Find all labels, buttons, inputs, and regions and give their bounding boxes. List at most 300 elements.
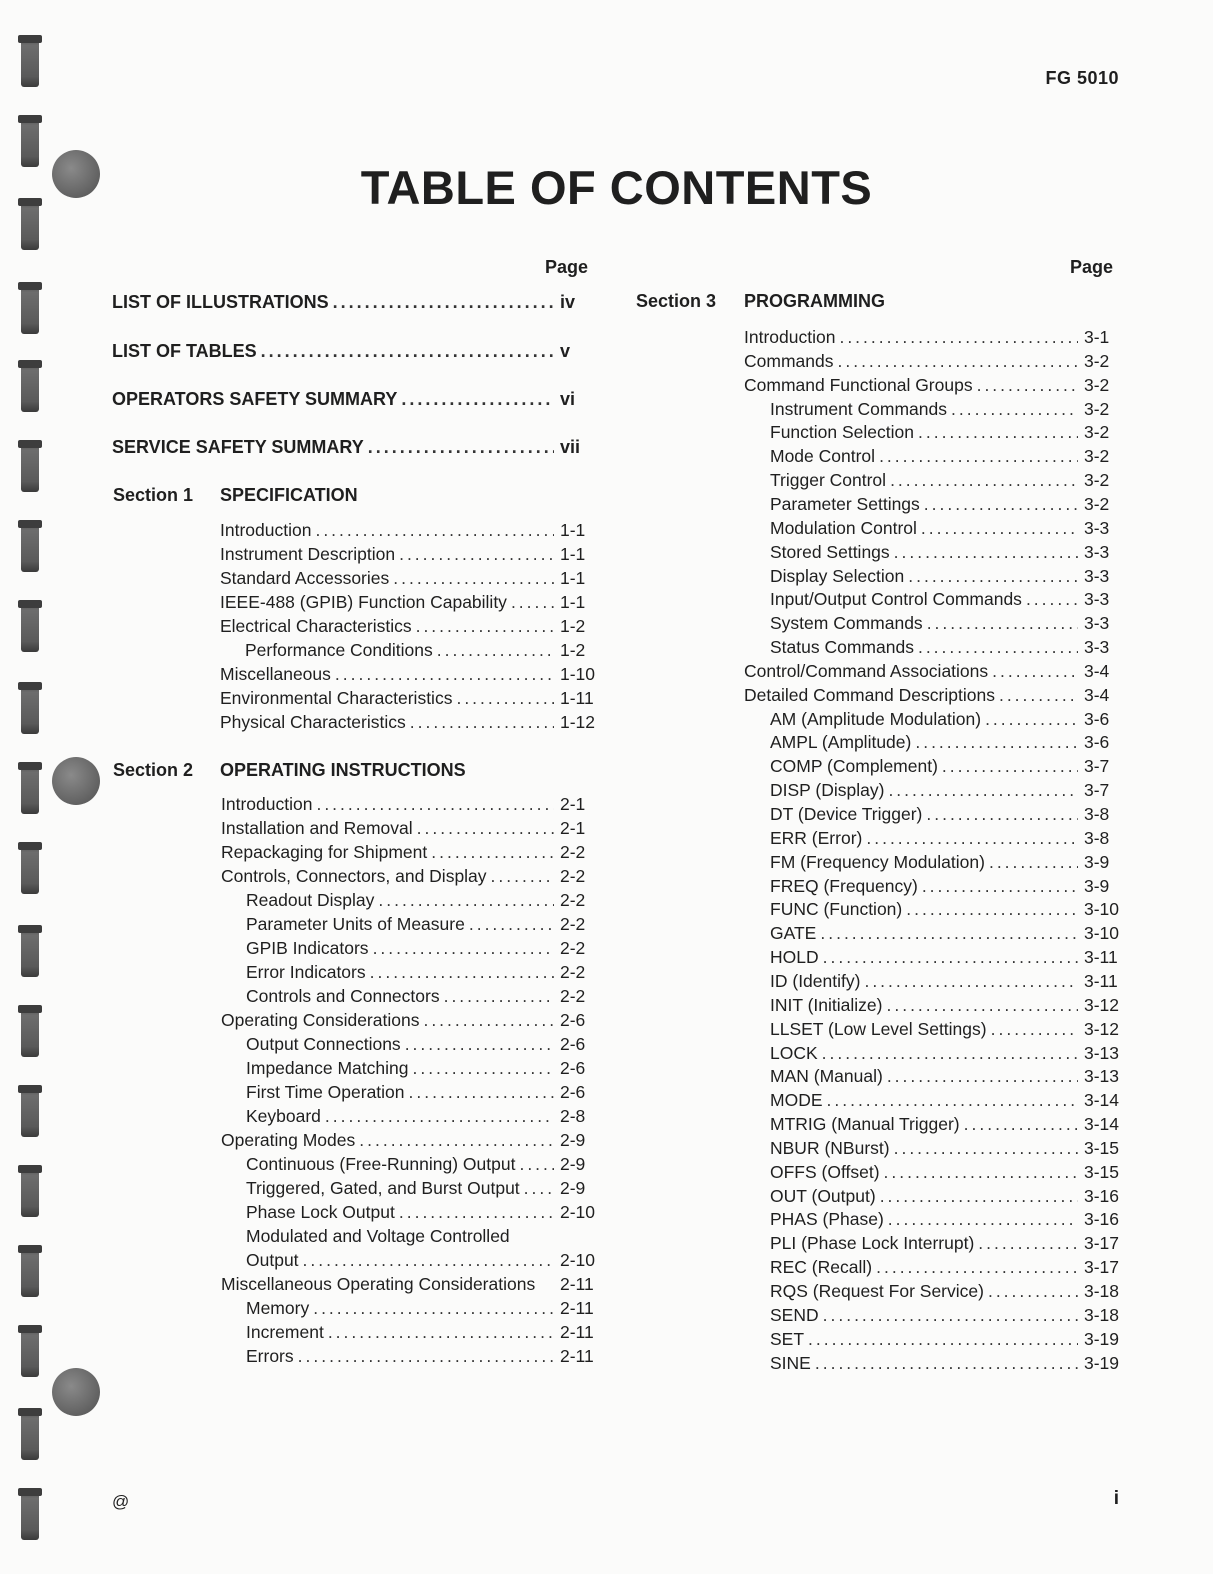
toc-entry-page: 2-10	[560, 1250, 596, 1270]
dot-leader	[456, 688, 554, 709]
toc-entry-title: Environmental Characteristics	[220, 688, 453, 708]
dot-leader	[884, 1162, 1078, 1183]
toc-entry-title: Stored Settings	[770, 541, 890, 562]
toc-entry-page: 2-2	[560, 842, 586, 862]
toc-entry-title: Function Selection	[770, 422, 914, 443]
toc-entry-page: 3-19	[1084, 1352, 1120, 1373]
toc-entry-title: Installation and Removal	[221, 818, 413, 838]
toc-entry[interactable]	[770, 542, 1122, 563]
page-title: TABLE OF CONTENTS	[360, 161, 873, 214]
toc-entry[interactable]	[246, 914, 598, 935]
dot-leader	[815, 1353, 1078, 1374]
toc-entry-page: 1-12	[560, 712, 596, 732]
binder-mark	[21, 842, 39, 894]
toc-entry-title: Instrument Description	[220, 544, 396, 564]
toc-entry-title: Controls, Connectors, and Display	[221, 866, 487, 886]
dot-leader	[399, 1202, 554, 1223]
toc-entry-title: MAN (Manual)	[770, 1066, 883, 1087]
dot-leader	[524, 1178, 554, 1199]
toc-entry-title: Introduction	[220, 520, 312, 540]
toc-entry-page: 3-15	[1084, 1137, 1120, 1158]
dot-leader	[820, 923, 1078, 944]
toc-entry-page: 1-2	[560, 640, 586, 660]
dot-leader	[519, 1154, 554, 1175]
toc-entry-title: Operating Considerations	[221, 1010, 420, 1030]
toc-entry[interactable]	[770, 709, 1122, 730]
toc-entry[interactable]	[246, 1346, 598, 1367]
toc-entry[interactable]	[770, 947, 1122, 968]
toc-entry-page: 3-9	[1084, 851, 1110, 872]
toc-entry-page: 3-19	[1084, 1328, 1120, 1349]
dot-leader	[368, 437, 554, 458]
binder-mark	[21, 925, 39, 977]
toc-entry-title: LLSET (Low Level Settings)	[770, 1018, 987, 1039]
toc-entry-title: Standard Accessories	[220, 568, 390, 588]
dot-leader	[399, 544, 554, 565]
dot-leader	[999, 685, 1078, 706]
toc-entry-title: GATE	[770, 923, 817, 944]
dot-leader	[985, 709, 1078, 730]
toc-entry[interactable]	[770, 1209, 1122, 1230]
toc-entry-title: Modulation Control	[770, 517, 917, 538]
toc-entry-title: Introduction	[744, 327, 836, 347]
toc-entry[interactable]	[744, 351, 1122, 372]
toc-entry[interactable]	[112, 341, 598, 362]
toc-entry[interactable]	[770, 1019, 1122, 1040]
toc-entry-page: 2-1	[560, 818, 586, 838]
dot-leader	[808, 1329, 1078, 1350]
dot-leader	[373, 938, 554, 959]
toc-entry-page: 1-10	[560, 664, 596, 684]
toc-entry[interactable]	[770, 613, 1122, 634]
dot-leader	[823, 947, 1078, 968]
toc-entry-title: SET	[770, 1328, 805, 1349]
dot-leader	[918, 422, 1078, 443]
toc-entry-page: 2-11	[560, 1298, 594, 1318]
toc-entry-title: LIST OF TABLES	[112, 341, 257, 361]
toc-entry-page: 3-11	[1084, 947, 1118, 968]
toc-entry[interactable]	[770, 1043, 1122, 1064]
toc-entry-page: 2-2	[560, 890, 586, 910]
toc-entry[interactable]	[770, 1162, 1122, 1183]
toc-entry-title: Operating Modes	[221, 1130, 356, 1150]
toc-entry[interactable]	[770, 1114, 1122, 1135]
toc-entry-title: ERR (Error)	[770, 827, 863, 848]
dot-leader	[823, 1305, 1078, 1326]
toc-entry-title: Output Connections	[246, 1034, 401, 1054]
toc-entry-title: Status Commands	[770, 637, 914, 658]
toc-entry-page: 3-8	[1084, 804, 1110, 824]
toc-entry[interactable]	[770, 1281, 1122, 1302]
toc-entry[interactable]	[221, 866, 598, 887]
dot-leader	[876, 1257, 1078, 1278]
toc-entry-page: 2-11	[560, 1274, 594, 1294]
toc-entry-page: 3-2	[1084, 422, 1110, 443]
toc-entry[interactable]	[770, 899, 1122, 920]
page-number: i	[1113, 1488, 1119, 1509]
toc-entry-page: 2-6	[560, 1082, 586, 1102]
toc-entry-page: vi	[560, 389, 576, 409]
toc-entry[interactable]	[246, 1298, 598, 1319]
toc-entry-page: 2-10	[560, 1202, 596, 1222]
toc-entry[interactable]	[246, 938, 598, 959]
toc-entry-title: SEND	[770, 1304, 819, 1325]
dot-leader	[333, 292, 554, 313]
document-code: FG 5010	[1045, 68, 1119, 88]
dot-leader	[416, 616, 554, 637]
toc-entry-title: OUT (Output)	[770, 1185, 876, 1206]
toc-entry-title: Increment	[246, 1322, 324, 1342]
toc-entry-page: 3-2	[1084, 470, 1110, 491]
toc-entry-page: 3-14	[1084, 1090, 1120, 1111]
toc-entry-page: 2-1	[560, 794, 586, 814]
toc-entry[interactable]	[246, 890, 598, 911]
dot-leader	[444, 986, 554, 1007]
toc-entry-page: 3-13	[1084, 1066, 1120, 1087]
toc-entry[interactable]	[221, 1010, 598, 1031]
dot-leader	[303, 1250, 554, 1271]
toc-entry-title: Controls and Connectors	[246, 986, 440, 1006]
dot-leader	[977, 375, 1078, 396]
punch-hole	[52, 1368, 100, 1416]
toc-entry-page: 2-2	[560, 866, 586, 886]
toc-entry-page: 3-3	[1084, 565, 1110, 586]
dot-leader	[918, 637, 1078, 658]
dot-leader	[864, 971, 1078, 992]
toc-entry-page: 1-1	[560, 544, 586, 564]
dot-leader	[991, 1019, 1078, 1040]
section-title: OPERATING INSTRUCTIONS	[220, 760, 466, 780]
dot-leader	[370, 962, 554, 983]
page-column-label-right: Page	[1070, 257, 1114, 277]
toc-entry[interactable]	[770, 446, 1122, 467]
dot-leader	[298, 1346, 554, 1367]
dot-leader	[921, 518, 1078, 539]
toc-entry-title: OFFS (Offset)	[770, 1161, 880, 1182]
dot-leader	[880, 1186, 1078, 1207]
dot-leader	[978, 1233, 1078, 1254]
toc-entry-page: 3-14	[1084, 1114, 1120, 1135]
toc-entry-title: First Time Operation	[246, 1082, 405, 1102]
toc-entry[interactable]	[246, 962, 598, 983]
toc-entry[interactable]	[770, 637, 1122, 658]
toc-entry[interactable]	[770, 1329, 1122, 1350]
toc-entry[interactable]	[770, 399, 1122, 420]
toc-entry-title: System Commands	[770, 613, 923, 634]
dot-leader	[401, 389, 554, 410]
toc-entry-page: 2-2	[560, 986, 586, 1006]
toc-entry[interactable]	[220, 712, 598, 733]
toc-entry[interactable]	[112, 437, 598, 458]
toc-entry-title: IEEE-488 (GPIB) Function Capability	[220, 592, 507, 612]
toc-entry[interactable]	[221, 818, 598, 839]
toc-entry[interactable]	[770, 1353, 1122, 1374]
dot-leader	[888, 780, 1078, 801]
toc-entry-title: FUNC (Function)	[770, 899, 903, 920]
binder-mark	[21, 682, 39, 734]
binder-mark	[21, 600, 39, 652]
toc-entry-title: Impedance Matching	[246, 1058, 409, 1078]
toc-entry[interactable]	[770, 780, 1122, 801]
dot-leader	[879, 446, 1078, 467]
toc-entry-title: Control/Command Associations	[744, 660, 989, 681]
toc-entry[interactable]	[770, 1305, 1122, 1326]
section-title: SPECIFICATION	[220, 485, 358, 505]
toc-entry[interactable]	[220, 664, 598, 685]
toc-entry-page: 3-15	[1084, 1161, 1120, 1182]
toc-entry[interactable]	[221, 794, 598, 815]
toc-entry[interactable]	[770, 1233, 1122, 1254]
toc-entry[interactable]	[770, 828, 1122, 849]
toc-entry[interactable]	[770, 589, 1122, 610]
toc-entry-title: Trigger Control	[770, 470, 887, 491]
toc-entry[interactable]	[246, 1034, 598, 1055]
toc-entry[interactable]	[220, 592, 598, 613]
toc-entry-title: MODE	[770, 1090, 823, 1111]
dot-leader	[888, 1209, 1078, 1230]
binder-mark	[21, 1245, 39, 1297]
toc-entry[interactable]	[221, 1274, 598, 1295]
toc-entry[interactable]	[246, 1178, 598, 1199]
toc-entry[interactable]	[220, 544, 598, 565]
toc-entry[interactable]	[770, 470, 1122, 491]
toc-entry[interactable]	[770, 995, 1122, 1016]
toc-entry[interactable]	[770, 518, 1122, 539]
toc-entry-page: 3-12	[1084, 994, 1120, 1015]
toc-entry-page: 3-17	[1084, 1233, 1120, 1254]
toc-entry-title: Continuous (Free-Running) Output	[246, 1154, 516, 1174]
dot-leader	[359, 1130, 554, 1151]
toc-entry-title: RQS (Request For Service)	[770, 1281, 984, 1301]
dot-leader	[922, 876, 1078, 897]
toc-entry[interactable]	[246, 1322, 598, 1343]
dot-leader	[405, 1034, 554, 1055]
toc-entry-page: 2-9	[560, 1130, 586, 1150]
toc-entry-page: 1-1	[560, 592, 586, 612]
dot-leader	[886, 995, 1078, 1016]
toc-entry-title: Command Functional Groups	[744, 374, 973, 395]
toc-entry-page: 3-3	[1084, 637, 1110, 658]
toc-entry[interactable]	[770, 804, 1122, 825]
toc-entry-page: 3-10	[1084, 899, 1120, 920]
toc-entry-title: MTRIG (Manual Trigger)	[770, 1114, 960, 1135]
dot-leader	[924, 494, 1078, 515]
toc-entry-title: DISP (Display)	[770, 780, 885, 801]
section-label: Section 2	[113, 760, 194, 780]
dot-leader	[926, 804, 1078, 825]
toc-entry-title: Memory	[246, 1298, 310, 1318]
toc-entry-title: HOLD	[770, 947, 819, 968]
toc-entry-title: Display Selection	[770, 565, 905, 586]
binder-mark	[21, 1085, 39, 1137]
toc-entry-title: Introduction	[221, 794, 313, 814]
toc-entry-page: 3-2	[1084, 350, 1110, 371]
toc-entry-title: Miscellaneous Operating Considerations	[221, 1274, 536, 1294]
dot-leader	[908, 566, 1078, 587]
toc-entry-page: 3-4	[1084, 660, 1110, 681]
binder-mark	[21, 1005, 39, 1057]
toc-entry-title: AMPL (Amplitude)	[770, 732, 912, 753]
toc-entry[interactable]	[770, 756, 1122, 777]
toc-entry-title: Physical Characteristics	[220, 712, 406, 732]
dot-leader	[469, 914, 554, 935]
toc-entry[interactable]	[220, 688, 598, 709]
toc-entry-page: 3-3	[1084, 517, 1110, 538]
toc-entry-page: 2-2	[560, 962, 586, 982]
toc-entry-title: LOCK	[770, 1042, 818, 1063]
toc-entry[interactable]	[744, 327, 1122, 348]
toc-entry-title: Electrical Characteristics	[220, 616, 412, 636]
toc-entry-page: 2-11	[560, 1322, 594, 1342]
toc-entry[interactable]	[246, 1250, 598, 1271]
toc-entry-title: Commands	[744, 350, 834, 371]
toc-entry[interactable]	[744, 685, 1122, 706]
toc-entry-title: PHAS (Phase)	[770, 1209, 884, 1230]
toc-entry-page: 3-6	[1084, 732, 1110, 753]
toc-entry[interactable]	[221, 842, 598, 863]
toc-entry-title: DT (Device Trigger)	[770, 804, 923, 824]
toc-entry-title: AM (Amplitude Modulation)	[770, 708, 982, 729]
toc-entry-page: 3-8	[1084, 827, 1110, 848]
toc-entry-title: Performance Conditions	[245, 640, 433, 660]
toc-entry-page: iv	[560, 292, 576, 312]
toc-entry-page: 3-10	[1084, 923, 1120, 944]
toc-entry-page: 3-7	[1084, 756, 1110, 777]
toc-entry[interactable]	[770, 494, 1122, 515]
section-label: Section 1	[113, 485, 194, 505]
toc-entry[interactable]	[770, 1090, 1122, 1111]
toc-entry[interactable]	[770, 1138, 1122, 1159]
binder-mark	[21, 360, 39, 412]
toc-entry[interactable]	[770, 971, 1122, 992]
toc-entry-page: 2-6	[560, 1058, 586, 1078]
dot-leader	[822, 1043, 1078, 1064]
toc-entry[interactable]	[744, 661, 1122, 682]
toc-entry-title: NBUR (NBurst)	[770, 1137, 890, 1158]
toc-entry[interactable]	[770, 422, 1122, 443]
toc-entry-page: 3-13	[1084, 1042, 1120, 1063]
dot-leader	[951, 399, 1078, 420]
toc-entry[interactable]	[220, 568, 598, 589]
toc-entry-page: 2-6	[560, 1034, 586, 1054]
dot-leader	[316, 794, 554, 815]
toc-entry-title: Mode Control	[770, 446, 876, 467]
toc-entry-page: 3-3	[1084, 541, 1110, 562]
dot-leader	[335, 664, 554, 685]
toc-entry[interactable]	[770, 923, 1122, 944]
toc-entry-page: 2-11	[560, 1346, 594, 1366]
toc-entry-title: Miscellaneous	[220, 664, 331, 684]
section-label: Section 3	[636, 291, 717, 311]
toc-entry-page: 3-17	[1084, 1257, 1120, 1278]
dot-leader	[410, 712, 554, 733]
toc-entry-page: 2-9	[560, 1154, 586, 1174]
toc-entry-page: 3-12	[1084, 1018, 1120, 1039]
toc-entry[interactable]	[770, 852, 1122, 873]
toc-entry-page: 3-4	[1084, 684, 1110, 705]
toc-entry-page: 3-2	[1084, 374, 1110, 395]
dot-leader	[906, 899, 1078, 920]
toc-entry[interactable]	[744, 375, 1122, 396]
toc-entry[interactable]	[246, 1154, 598, 1175]
dot-leader	[261, 341, 554, 362]
toc-entry[interactable]	[770, 1186, 1122, 1207]
dot-leader	[915, 732, 1078, 753]
dot-leader	[423, 1010, 554, 1031]
toc-entry-title: Modulated and Voltage Controlled	[246, 1226, 510, 1246]
toc-entry-title: Readout Display	[246, 890, 375, 910]
toc-entry-page: 2-8	[560, 1106, 586, 1126]
toc-entry-title: Parameter Settings	[770, 493, 920, 514]
toc-entry-title: Instrument Commands	[770, 398, 948, 419]
dot-leader	[491, 866, 554, 887]
binder-mark	[21, 282, 39, 334]
toc-entry[interactable]	[770, 876, 1122, 897]
binder-mark	[21, 1408, 39, 1460]
toc-entry[interactable]	[220, 616, 598, 637]
toc-entry-page: 3-2	[1084, 446, 1110, 467]
toc-entry[interactable]	[245, 640, 598, 661]
toc-entry[interactable]	[770, 566, 1122, 587]
toc-entry[interactable]	[770, 732, 1122, 753]
binder-mark	[21, 1325, 39, 1377]
toc-entry[interactable]	[112, 389, 598, 410]
toc-entry[interactable]	[246, 1058, 598, 1079]
toc-entry-page: 3-3	[1084, 613, 1110, 634]
toc-entry-page: vii	[560, 437, 581, 457]
toc-entry[interactable]	[246, 1202, 598, 1223]
dot-leader	[431, 842, 554, 863]
toc-entry-title: FREQ (Frequency)	[770, 875, 918, 896]
toc-entry-page: 2-9	[560, 1178, 586, 1198]
dot-leader	[894, 542, 1078, 563]
toc-entry[interactable]	[246, 1082, 598, 1103]
toc-entry[interactable]	[246, 1106, 598, 1127]
dot-leader	[894, 1138, 1078, 1159]
toc-entry-page: 3-6	[1084, 708, 1110, 729]
dot-leader	[325, 1106, 554, 1127]
binder-mark	[21, 1488, 39, 1540]
dot-leader	[315, 520, 554, 541]
toc-entry-title: Output	[246, 1250, 299, 1270]
toc-entry-page: 2-2	[560, 938, 586, 958]
toc-entry[interactable]	[220, 520, 598, 541]
dot-leader	[992, 661, 1078, 682]
toc-entry-title: SINE	[770, 1352, 811, 1373]
dot-leader	[393, 568, 554, 589]
toc-entry-title: Phase Lock Output	[246, 1202, 395, 1222]
dot-leader	[837, 351, 1078, 372]
toc-entry-title: Error Indicators	[246, 962, 366, 982]
binder-mark	[21, 440, 39, 492]
toc-entry-page: 3-18	[1084, 1281, 1120, 1301]
toc-entry[interactable]	[770, 1257, 1122, 1278]
binder-mark	[21, 520, 39, 572]
toc-entry[interactable]	[112, 292, 598, 313]
dot-leader	[409, 1082, 554, 1103]
toc-entry-title: ID (Identify)	[770, 970, 861, 991]
dot-leader	[378, 890, 554, 911]
toc-entry[interactable]	[770, 1066, 1122, 1087]
toc-entry-title: FM (Frequency Modulation)	[770, 851, 985, 872]
toc-entry-title: Triggered, Gated, and Burst Output	[246, 1178, 520, 1198]
toc-entry-title: Input/Output Control Commands	[770, 589, 1022, 610]
punch-hole	[52, 757, 100, 805]
toc-entry-page: 1-1	[560, 568, 586, 588]
toc-entry[interactable]	[221, 1130, 598, 1151]
toc-entry[interactable]	[246, 986, 598, 1007]
dot-leader	[827, 1090, 1079, 1111]
